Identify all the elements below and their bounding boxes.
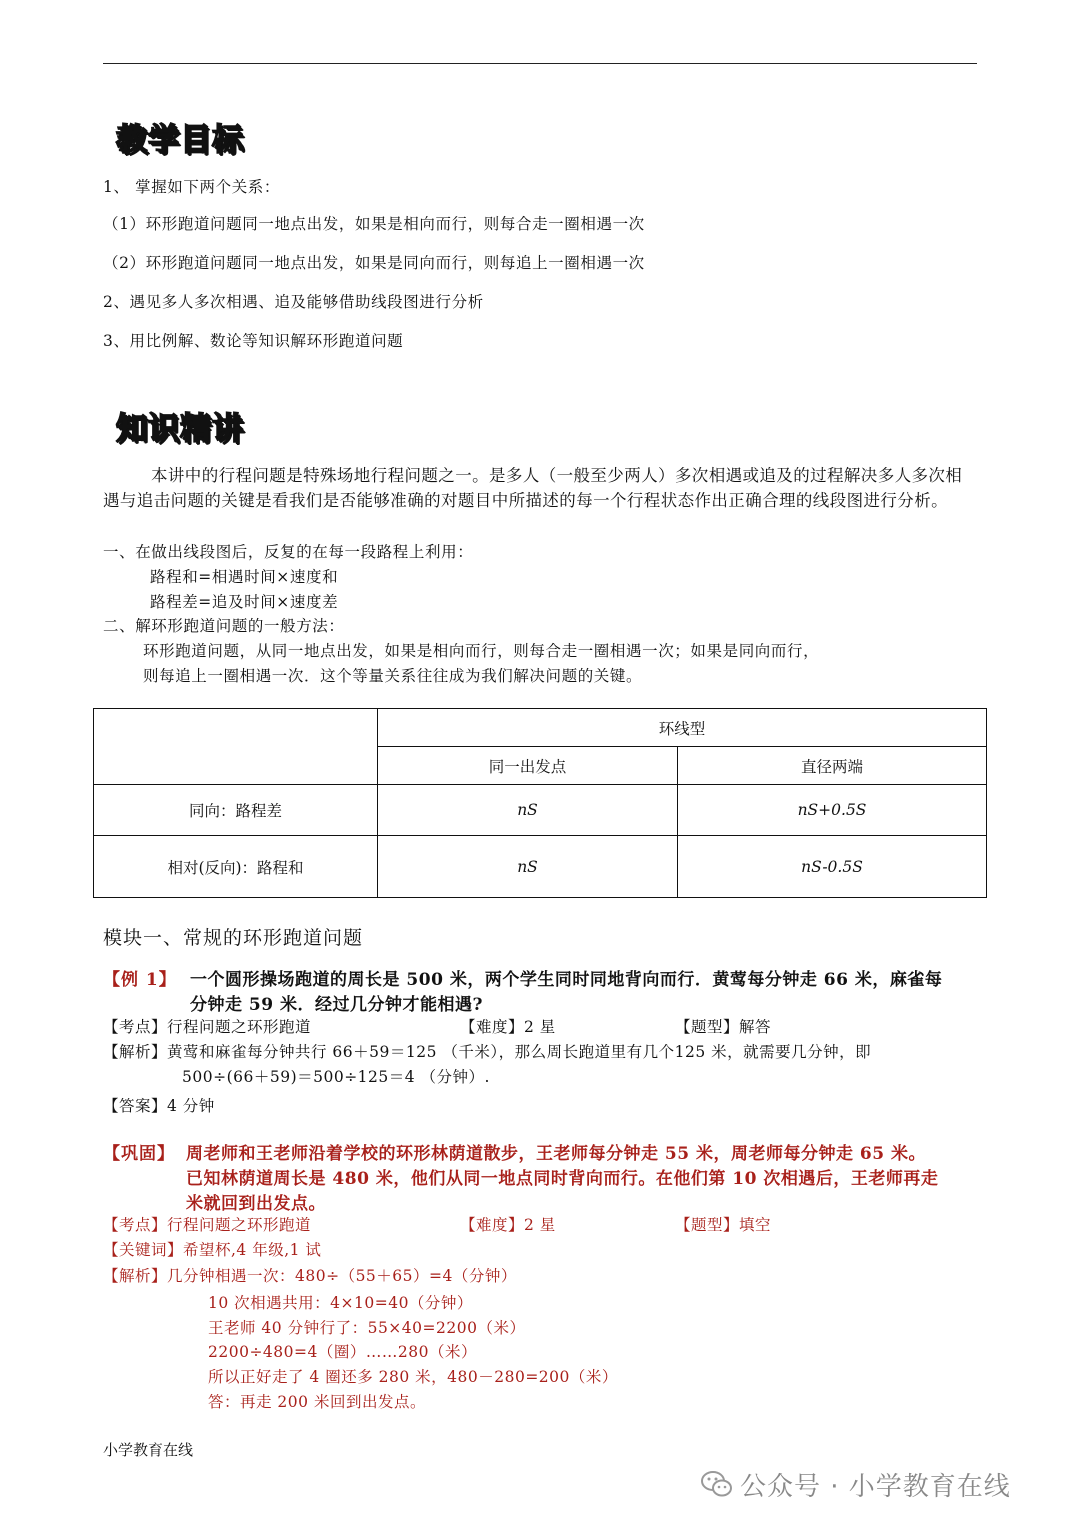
watermark-text: 公众号 · 小学教育在线 bbox=[740, 1472, 1011, 1502]
table-col-header: 直径两端 bbox=[678, 747, 987, 785]
solution-step: 答：再走 200 米回到出发点。 bbox=[208, 1393, 426, 1411]
goal-item: 3、用比例解、数论等知识解环形跑道问题 bbox=[103, 332, 404, 350]
kaodian-tag: 【考点】行程问题之环形跑道 bbox=[103, 1018, 312, 1036]
goal-item: （1）环形跑道问题同一地点出发，如果是相向而行，则每合走一圈相遇一次 bbox=[103, 215, 645, 233]
method-text: 环形跑道问题，从同一地点出发，如果是相向而行，则每合走一圈相遇一次；如果是同向而行， bbox=[143, 642, 820, 660]
goal-item: 1、 掌握如下两个关系： bbox=[103, 178, 280, 196]
knowledge-point: 二、解环形跑道问题的一般方法： bbox=[103, 617, 345, 635]
difficulty-tag: 【难度】2 星 bbox=[460, 1216, 556, 1234]
solution-step: 10 次相遇共用：4×10=40（分钟） bbox=[208, 1294, 473, 1312]
watermark bbox=[700, 1466, 1011, 1506]
solution-step: 所以正好走了 4 圈还多 280 米，480－280=200（米） bbox=[208, 1368, 618, 1386]
ring-track-table bbox=[93, 708, 987, 898]
top-rule bbox=[103, 63, 977, 64]
section-heading-teaching-goals: 教学目标 bbox=[116, 122, 244, 158]
example-text: 一个圆形操场跑道的周长是 500 米，两个学生同时同地背向而行．黄莺每分钟走 66 米，麻雀每 bbox=[190, 970, 943, 990]
solution-step: 王老师 40 分钟行了：55×40=2200（米） bbox=[208, 1319, 526, 1337]
formula-sum: 路程和=相遇时间×速度和 bbox=[150, 568, 339, 586]
table-empty-cell bbox=[94, 709, 378, 785]
example-label: 【巩固】 bbox=[103, 1144, 175, 1164]
table-row-label: 同向：路程差 bbox=[94, 785, 378, 836]
footer-text: 小学教育在线 bbox=[103, 1441, 194, 1459]
intro-paragraph: 本讲中的行程问题是特殊场地行程问题之一。是多人（一般至少两人）多次相遇或追及的过程解决多人多次相遇与追击问题的关键是看我们是否能够准确的对题目中所描述的每一个行程状态作出正确合理的线段图进行分析。 bbox=[103, 466, 963, 510]
knowledge-point: 一、在做出线段图后，反复的在每一段路程上利用： bbox=[103, 543, 474, 561]
table-row bbox=[94, 836, 987, 898]
goal-item: （2）环形跑道问题同一地点出发，如果是同向而行，则每追上一圈相遇一次 bbox=[103, 254, 645, 272]
keyword-tag: 【关键词】希望杯,4 年级,1 试 bbox=[103, 1241, 322, 1259]
example-text: 米就回到出发点。 bbox=[186, 1194, 326, 1214]
kaodian-tag: 【考点】行程问题之环形跑道 bbox=[103, 1216, 312, 1234]
solution-text: 【解析】几分钟相遇一次：480÷（55＋65）=4（分钟） bbox=[103, 1267, 517, 1285]
table-cell: nS bbox=[378, 785, 678, 836]
table-cell: nS bbox=[378, 836, 678, 898]
difficulty-tag: 【难度】2 星 bbox=[460, 1018, 556, 1036]
table-col-header: 同一出发点 bbox=[378, 747, 678, 785]
method-text: 则每追上一圈相遇一次．这个等量关系往往成为我们解决问题的关键。 bbox=[143, 667, 643, 685]
table-cell: nS-0.5S bbox=[678, 836, 987, 898]
table-row bbox=[94, 785, 987, 836]
formula-diff: 路程差=追及时间×速度差 bbox=[150, 593, 339, 611]
table-group-header: 环线型 bbox=[378, 709, 987, 747]
goal-item: 2、遇见多人多次相遇、追及能够借助线段图进行分析 bbox=[103, 293, 484, 311]
type-tag: 【题型】填空 bbox=[675, 1216, 772, 1234]
example-label: 【例 1】 bbox=[103, 970, 177, 990]
example-text: 已知林荫道周长是 480 米，他们从同一地点同时背向而行。在他们第 10 次相遇后，王老师再走 bbox=[186, 1169, 939, 1189]
wechat-icon bbox=[700, 1469, 734, 1506]
section-heading-knowledge: 知识精讲 bbox=[116, 411, 244, 447]
example-text: 周老师和王老师沿着学校的环形林荫道散步，王老师每分钟走 55 米，周老师每分钟走 65 米。 bbox=[186, 1144, 926, 1164]
module-title: 模块一、常规的环形跑道问题 bbox=[103, 927, 364, 949]
solution-text: 500÷(66＋59)＝500÷125＝4 （分钟）. bbox=[182, 1068, 490, 1086]
table-row-label: 相对(反向)：路程和 bbox=[94, 836, 378, 898]
solution-step: 2200÷480=4（圈）……280（米） bbox=[208, 1343, 477, 1361]
type-tag: 【题型】解答 bbox=[675, 1018, 772, 1036]
table-cell: nS+0.5S bbox=[678, 785, 987, 836]
example-text: 分钟走 59 米．经过几分钟才能相遇? bbox=[190, 995, 483, 1015]
answer-text: 【答案】4 分钟 bbox=[103, 1097, 215, 1115]
solution-text: 【解析】黄莺和麻雀每分钟共行 66＋59＝125 （千米），那么周长跑道里有几个125 米，就需要几分钟，即 bbox=[103, 1043, 872, 1061]
